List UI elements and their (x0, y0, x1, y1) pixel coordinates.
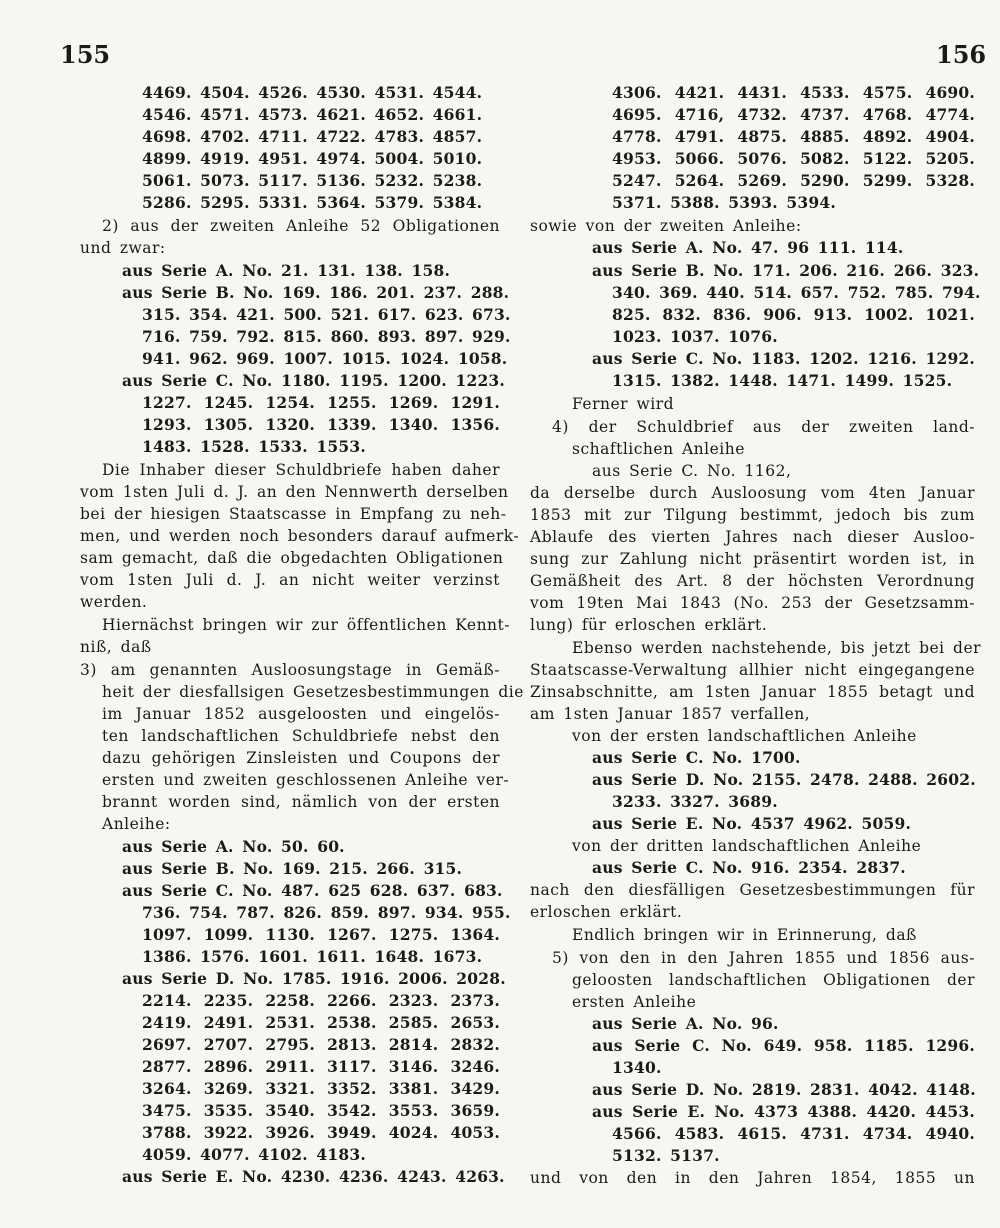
text-line: 1227. 1245. 1254. 1255. 1269. 1291. (142, 393, 500, 412)
text-line: nach den diesfälligen Gesetzesbestimmungen für (530, 881, 975, 899)
text-line: Zinsabschnitte, am 1sten Januar 1855 betagt und (530, 683, 975, 701)
page-number-right: 156 (936, 40, 987, 69)
text-line: sung zur Zahlung nicht präsentirt worden ist, in (530, 550, 975, 568)
text-line: 2877. 2896. 2911. 3117. 3146. 3246. (142, 1057, 500, 1076)
text-line: 4953. 5066. 5076. 5082. 5122. 5205. (612, 149, 975, 168)
text-line: bei der hiesigen Staatscasse in Empfang zu neh- (80, 505, 507, 523)
text-line: von der dritten landschaftlichen Anleihe (572, 837, 922, 855)
text-line: aus Serie D. No. 2155. 2478. 2488. 2602. (592, 770, 976, 789)
text-line: vom 1sten Juli d. J. an nicht weiter verzinst (80, 571, 500, 589)
text-line: im Januar 1852 ausgeloosten und eingelös- (102, 705, 500, 723)
text-line: 3788. 3922. 3926. 3949. 4024. 4053. (142, 1123, 500, 1142)
text-line: niß, daß (80, 638, 152, 656)
text-line: Anleihe: (102, 815, 171, 833)
text-line: 5371. 5388. 5393. 5394. (612, 193, 836, 212)
text-line: 4306. 4421. 4431. 4533. 4575. 4690. (612, 83, 975, 102)
right-text-column (530, 0, 982, 1228)
text-line: aus Serie D. No. 2819. 2831. 4042. 4148. (592, 1080, 976, 1099)
text-line: ersten Anleihe (572, 993, 697, 1011)
text-line: Endlich bringen wir in Erinnerung, daß (572, 926, 917, 944)
text-line: brannt worden sind, nämlich von der ersten (102, 793, 500, 811)
text-line: geloosten landschaftlichen Obligationen der (572, 971, 975, 989)
text-line: aus Serie A. No. 96. (592, 1014, 779, 1033)
text-line: 315. 354. 421. 500. 521. 617. 623. 673. (142, 305, 511, 324)
text-line: Gemäßheit des Art. 8 der höchsten Verordnung (530, 572, 975, 590)
text-line: 4778. 4791. 4875. 4885. 4892. 4904. (612, 127, 975, 146)
text-line: aus Serie B. No. 171. 206. 216. 266. 323. (592, 261, 980, 280)
text-line: 5) von den in den Jahren 1855 und 1856 aus- (552, 949, 975, 967)
text-line: vom 19ten Mai 1843 (No. 253 der Gesetzsamm- (530, 594, 975, 612)
text-line: 1097. 1099. 1130. 1267. 1275. 1364. (142, 925, 500, 944)
text-line: 5247. 5264. 5269. 5290. 5299. 5328. (612, 171, 975, 190)
text-line: aus Serie E. No. 4373 4388. 4420. 4453. (592, 1102, 975, 1121)
text-line: Die Inhaber dieser Schuldbriefe haben daher (102, 461, 500, 479)
text-line: 1853 mit zur Tilgung bestimmt, jedoch bis zum (530, 506, 975, 524)
text-line: 825. 832. 836. 906. 913. 1002. 1021. (612, 305, 975, 324)
text-line: aus Serie D. No. 1785. 1916. 2006. 2028. (122, 969, 506, 988)
text-line: 4546. 4571. 4573. 4621. 4652. 4661. (142, 105, 483, 124)
text-line: vom 1sten Juli d. J. an den Nennwerth derselben (80, 483, 509, 501)
text-line: 4059. 4077. 4102. 4183. (142, 1145, 366, 1164)
text-line: 4566. 4583. 4615. 4731. 4734. 4940. (612, 1124, 975, 1143)
text-line: aus Serie C. No. 487. 625 628. 637. 683. (122, 881, 503, 900)
text-line: 1483. 1528. 1533. 1553. (142, 437, 366, 456)
page-number-left: 155 (60, 40, 111, 69)
text-line: 5286. 5295. 5331. 5364. 5379. 5384. (142, 193, 483, 212)
text-line: 1386. 1576. 1601. 1611. 1648. 1673. (142, 947, 483, 966)
text-line: 1315. 1382. 1448. 1471. 1499. 1525. (612, 371, 953, 390)
text-line: 4698. 4702. 4711. 4722. 4783. 4857. (142, 127, 483, 146)
text-line: aus Serie A. No. 21. 131. 138. 158. (122, 261, 451, 280)
text-line: Staatscasse-Verwaltung allhier nicht eingegangene (530, 661, 975, 679)
text-line: 2214. 2235. 2258. 2266. 2323. 2373. (142, 991, 500, 1010)
text-line: sam gemacht, daß die obgedachten Obligationen (80, 549, 504, 567)
text-line: aus Serie C. No. 1180. 1195. 1200. 1223. (122, 371, 506, 390)
text-line: erloschen erklärt. (530, 903, 683, 921)
text-line: 3) am genannten Ausloosungstage in Gemäß- (80, 661, 500, 679)
text-line: aus Serie E. No. 4230. 4236. 4243. 4263. (122, 1167, 505, 1186)
text-line: 340. 369. 440. 514. 657. 752. 785. 794. (612, 283, 981, 302)
text-line: 4899. 4919. 4951. 4974. 5004. 5010. (142, 149, 483, 168)
text-line: aus Serie A. No. 47. 96 111. 114. (592, 238, 904, 257)
text-line: und zwar: (80, 239, 166, 257)
text-line: 4695. 4716, 4732. 4737. 4768. 4774. (612, 105, 975, 124)
text-line: sowie von der zweiten Anleihe: (530, 217, 802, 235)
text-line: 3264. 3269. 3321. 3352. 3381. 3429. (142, 1079, 500, 1098)
text-line: aus Serie A. No. 50. 60. (122, 837, 345, 856)
text-line: 736. 754. 787. 826. 859. 897. 934. 955. (142, 903, 511, 922)
text-line: 1340. (612, 1058, 662, 1077)
text-line: am 1sten Januar 1857 verfallen, (530, 705, 811, 723)
text-line: 1293. 1305. 1320. 1339. 1340. 1356. (142, 415, 500, 434)
text-line: aus Serie E. No. 4537 4962. 5059. (592, 814, 912, 833)
text-line: und von den in den Jahren 1854, 1855 un (530, 1169, 975, 1187)
text-line: 4469. 4504. 4526. 4530. 4531. 4544. (142, 83, 483, 102)
text-line: 3233. 3327. 3689. (612, 792, 778, 811)
text-line: ten landschaftlichen Schuldbriefe nebst den (102, 727, 500, 745)
text-line: 3475. 3535. 3540. 3542. 3553. 3659. (142, 1101, 500, 1120)
text-line: 5061. 5073. 5117. 5136. 5232. 5238. (142, 171, 483, 190)
text-line: men, und werden noch besonders darauf aufmerk- (80, 527, 520, 545)
text-line: 716. 759. 792. 815. 860. 893. 897. 929. (142, 327, 511, 346)
text-line: da derselbe durch Ausloosung vom 4ten Januar (530, 484, 975, 502)
text-line: dazu gehörigen Zinsleisten und Coupons der (102, 749, 500, 767)
text-line: Ebenso werden nachstehende, bis jetzt bei der (572, 639, 982, 657)
text-line: 5132. 5137. (612, 1146, 720, 1165)
text-line: schaftlichen Anleihe (572, 440, 745, 458)
left-text-column (80, 0, 524, 1228)
text-line: Ablaufe des vierten Jahres nach dieser Ausloo- (530, 528, 975, 546)
text-line: Hiernächst bringen wir zur öffentlichen Kennt- (102, 616, 510, 634)
text-line: 1023. 1037. 1076. (612, 327, 778, 346)
text-line: 4) der Schuldbrief aus der zweiten land- (552, 418, 975, 436)
text-line: aus Serie C. No. 1700. (592, 748, 801, 767)
text-line: 941. 962. 969. 1007. 1015. 1024. 1058. (142, 349, 508, 368)
text-line: 2) aus der zweiten Anleihe 52 Obligationen (102, 217, 500, 235)
text-line: aus Serie C. No. 649. 958. 1185. 1296. (592, 1036, 975, 1055)
text-line: aus Serie C. No. 916. 2354. 2837. (592, 858, 906, 877)
text-line: aus Serie C. No. 1183. 1202. 1216. 1292. (592, 349, 976, 368)
text-line: aus Serie B. No. 169. 215. 266. 315. (122, 859, 463, 878)
text-line: aus Serie B. No. 169. 186. 201. 237. 288. (122, 283, 510, 302)
text-line: heit der diesfallsigen Gesetzesbestimmungen die (102, 683, 524, 701)
text-line: 2697. 2707. 2795. 2813. 2814. 2832. (142, 1035, 500, 1054)
text-line: ersten und zweiten geschlossenen Anleihe ver- (102, 771, 510, 789)
text-line: werden. (80, 593, 148, 611)
text-line: Ferner wird (572, 395, 675, 413)
text-line: aus Serie C. No. 1162, (592, 462, 792, 480)
text-line: 2419. 2491. 2531. 2538. 2585. 2653. (142, 1013, 500, 1032)
text-line: lung) für erloschen erklärt. (530, 616, 768, 634)
text-line: von der ersten landschaftlichen Anleihe (572, 727, 917, 745)
